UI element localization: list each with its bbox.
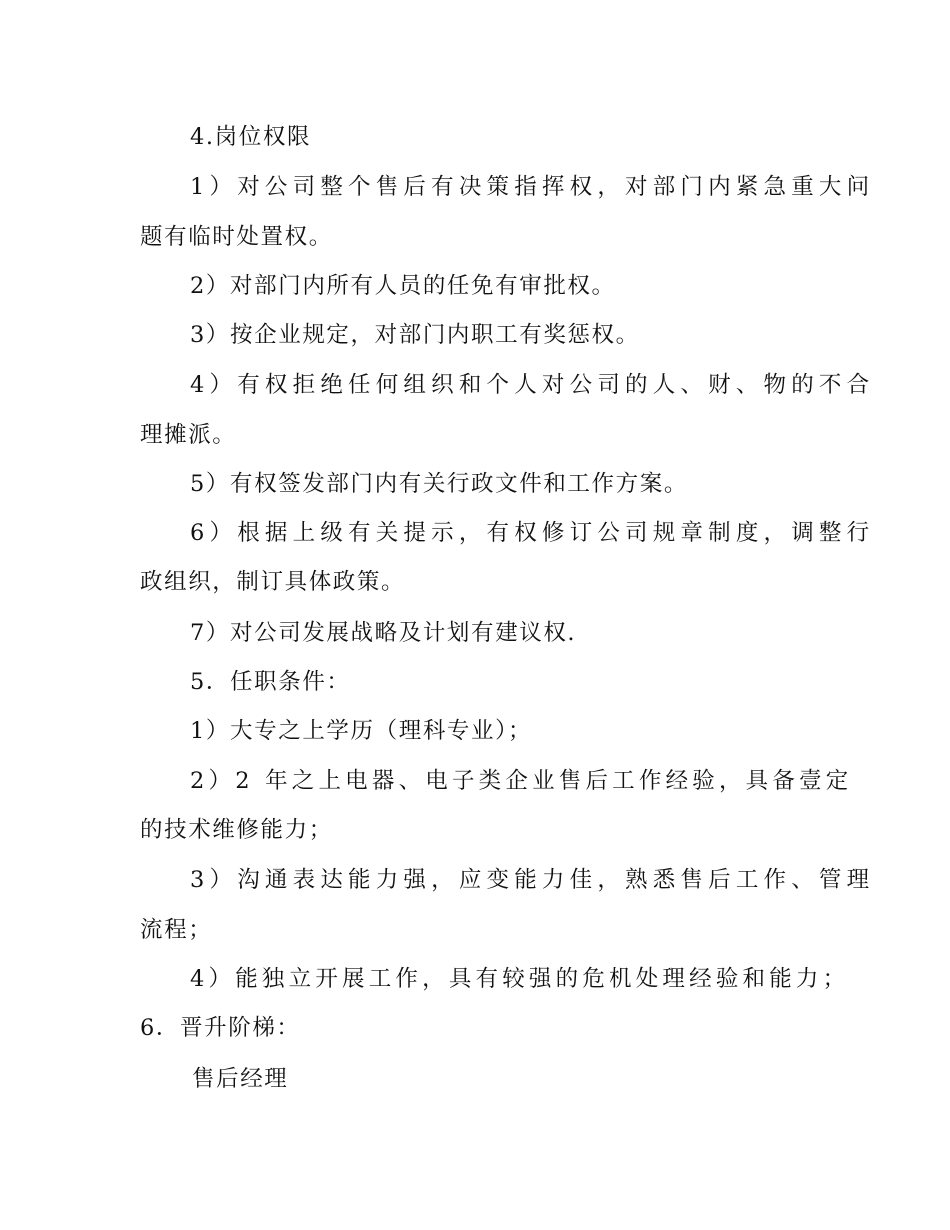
section-heading-position-authority: 4.岗位权限	[190, 124, 312, 150]
paragraph-line: 题有临时处置权。	[140, 224, 333, 250]
paragraph-line: 2）对部门内所有人员的任免有审批权。	[190, 273, 616, 299]
paragraph-line: 1）大专之上学历（理科专业）；	[190, 718, 533, 744]
paragraph-line: 7）对公司发展战略及计划有建议权.	[190, 620, 577, 646]
section-heading-job-requirements: 5．任职条件：	[190, 669, 351, 695]
paragraph-line: 政组织，制订具体政策。	[140, 569, 406, 595]
paragraph-line: 4）有权拒绝任何组织和个人对公司的人、财、物的不合	[190, 372, 875, 398]
paragraph-line: 3）按企业规定，对部门内职工有奖惩权。	[190, 322, 640, 348]
section-heading-promotion-ladder: 6．晋升阶梯：	[140, 1015, 301, 1041]
paragraph-line: 4）能独立开展工作，具有较强的危机处理经验和能力；	[190, 966, 850, 992]
paragraph-line: 5）有权签发部门内有关行政文件和工作方案。	[190, 471, 688, 497]
paragraph-line: 的技术维修能力；	[140, 817, 333, 843]
paragraph-line: 2）2 年之上电器、电子类企业售后工作经验，具备壹定	[190, 768, 853, 794]
paragraph-line: 流程；	[140, 917, 213, 943]
promotion-role: 售后经理	[192, 1066, 289, 1092]
paragraph-line: 理摊派。	[140, 422, 237, 448]
paragraph-line: 3）沟通表达能力强，应变能力佳，熟悉售后工作、管理	[190, 867, 875, 893]
paragraph-line: 6）根据上级有关提示，有权修订公司规章制度，调整行	[190, 520, 875, 546]
paragraph-line: 1）对公司整个售后有决策指挥权，对部门内紧急重大问	[190, 174, 875, 200]
